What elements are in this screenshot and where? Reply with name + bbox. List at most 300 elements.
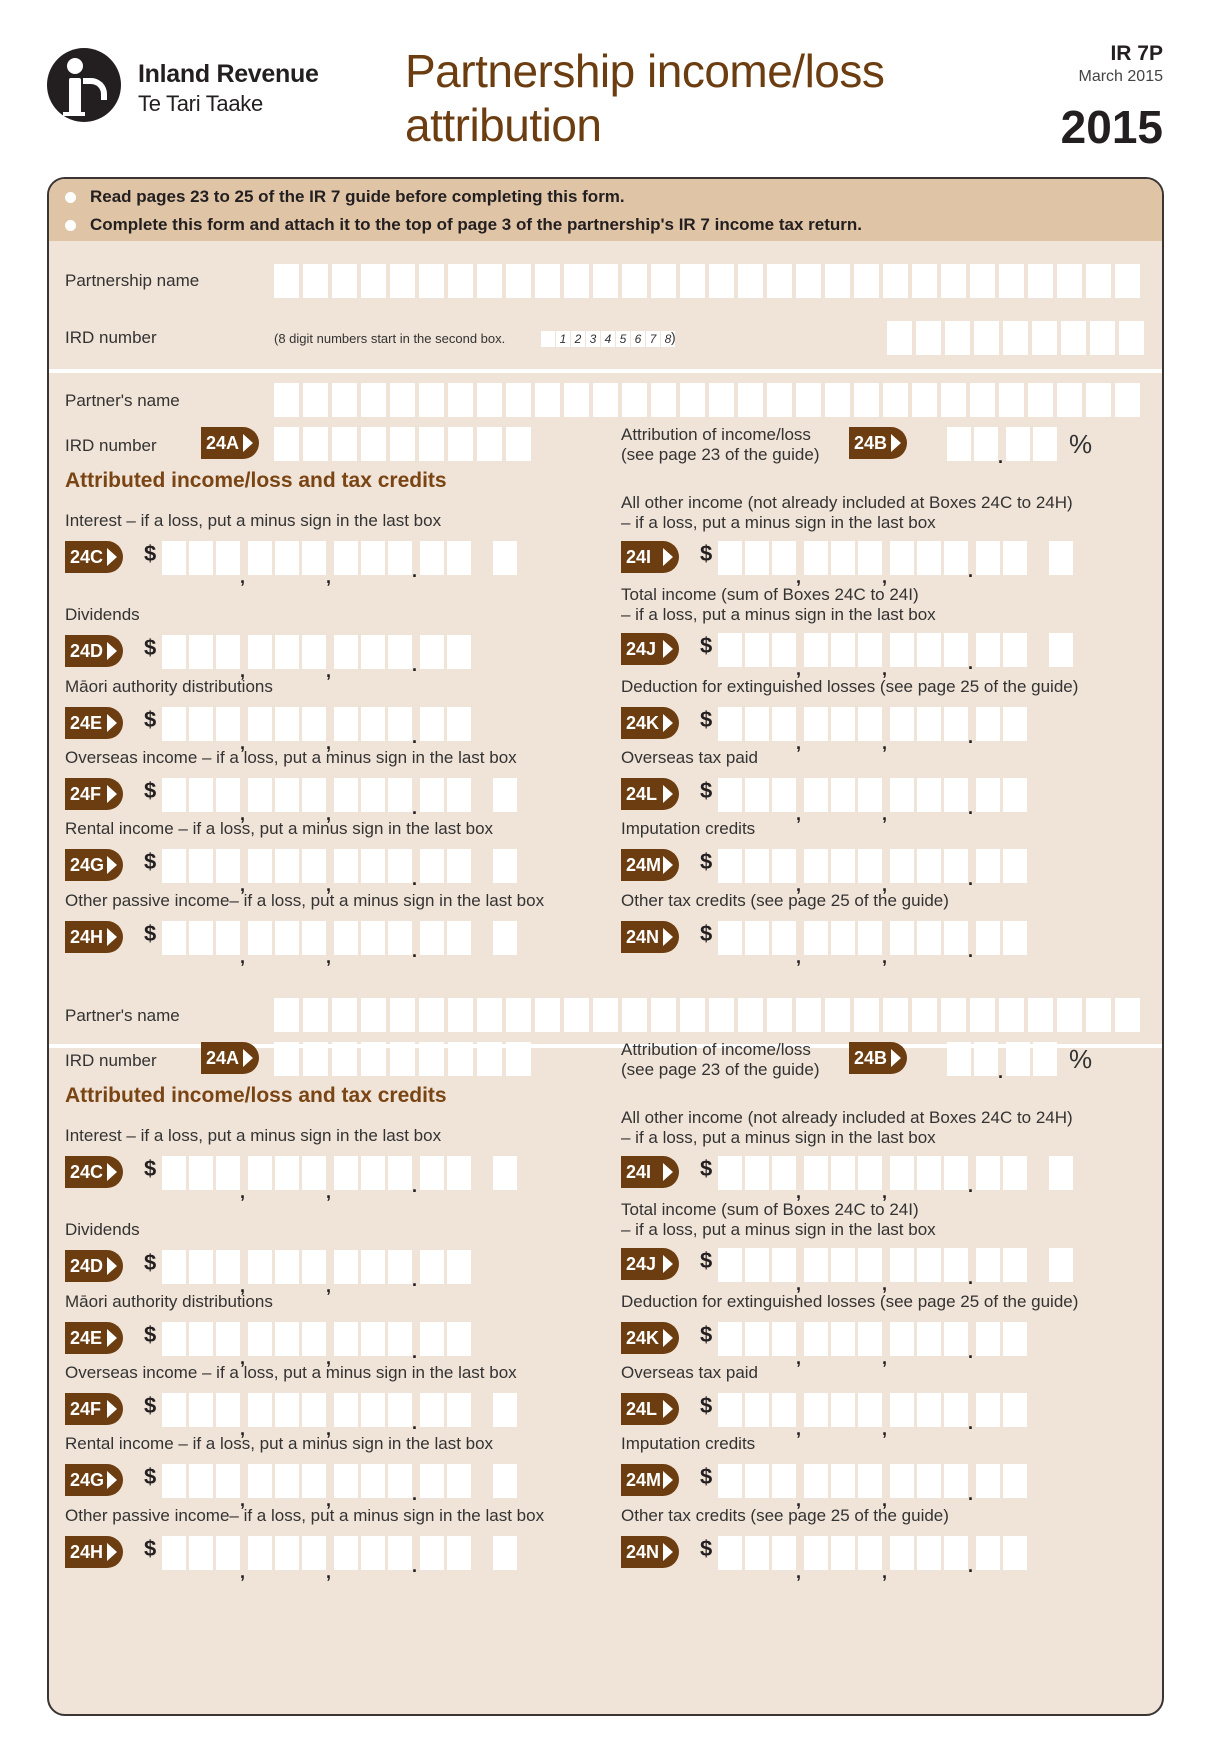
digit-box[interactable] bbox=[216, 1536, 240, 1570]
digit-box[interactable] bbox=[718, 707, 742, 741]
digit-box[interactable] bbox=[275, 635, 299, 669]
minus-sign-box[interactable] bbox=[493, 1464, 517, 1498]
digit-box[interactable] bbox=[745, 541, 769, 575]
char-box[interactable] bbox=[448, 1042, 473, 1076]
digit-box[interactable] bbox=[944, 707, 968, 741]
char-box[interactable] bbox=[274, 998, 299, 1032]
char-box[interactable] bbox=[332, 998, 357, 1032]
char-box[interactable] bbox=[506, 427, 531, 461]
digit-box[interactable] bbox=[189, 1393, 213, 1427]
char-box[interactable] bbox=[651, 383, 676, 417]
digit-box[interactable] bbox=[890, 1248, 914, 1282]
char-box[interactable] bbox=[303, 1042, 328, 1076]
digit-box[interactable] bbox=[718, 1322, 742, 1356]
digit-box[interactable] bbox=[216, 635, 240, 669]
char-box[interactable] bbox=[361, 427, 386, 461]
digit-box[interactable] bbox=[890, 633, 914, 667]
digit-box[interactable] bbox=[388, 1464, 412, 1498]
digit-box[interactable] bbox=[804, 849, 828, 883]
char-box[interactable] bbox=[738, 264, 763, 298]
char-box[interactable] bbox=[361, 383, 386, 417]
partnership-ird-input[interactable] bbox=[887, 321, 1144, 355]
digit-box[interactable] bbox=[1003, 1393, 1027, 1427]
char-box[interactable] bbox=[361, 998, 386, 1032]
digit-box[interactable] bbox=[302, 1464, 326, 1498]
digit-box[interactable] bbox=[248, 1393, 272, 1427]
digit-box[interactable] bbox=[890, 1536, 914, 1570]
digit-box[interactable] bbox=[216, 707, 240, 741]
char-box[interactable] bbox=[361, 264, 386, 298]
digit-box[interactable] bbox=[302, 849, 326, 883]
digit-box[interactable] bbox=[1003, 541, 1027, 575]
digit-box[interactable] bbox=[216, 849, 240, 883]
digit-box[interactable] bbox=[189, 1156, 213, 1190]
char-box[interactable] bbox=[274, 1042, 299, 1076]
digit-box[interactable] bbox=[947, 1042, 971, 1076]
digit-box[interactable] bbox=[858, 1156, 882, 1190]
digit-box[interactable] bbox=[976, 1464, 1000, 1498]
amount-input[interactable]: , , . bbox=[162, 1250, 471, 1284]
digit-box[interactable] bbox=[718, 778, 742, 812]
digit-box[interactable] bbox=[804, 1393, 828, 1427]
digit-box[interactable] bbox=[420, 1393, 444, 1427]
digit-box[interactable] bbox=[745, 1536, 769, 1570]
digit-box[interactable] bbox=[248, 778, 272, 812]
attribution-percent-input[interactable]: . bbox=[947, 1042, 1057, 1076]
char-box[interactable] bbox=[941, 998, 966, 1032]
char-box[interactable] bbox=[883, 264, 908, 298]
digit-box[interactable] bbox=[772, 1156, 796, 1190]
digit-box[interactable] bbox=[745, 1322, 769, 1356]
char-box[interactable] bbox=[1057, 264, 1082, 298]
digit-box[interactable] bbox=[334, 707, 358, 741]
char-box[interactable] bbox=[1115, 998, 1140, 1032]
char-box[interactable] bbox=[303, 383, 328, 417]
digit-box[interactable] bbox=[388, 1536, 412, 1570]
char-box[interactable] bbox=[448, 264, 473, 298]
digit-box[interactable] bbox=[302, 635, 326, 669]
char-box[interactable] bbox=[564, 383, 589, 417]
digit-box[interactable] bbox=[917, 541, 941, 575]
digit-box[interactable] bbox=[361, 778, 385, 812]
digit-box[interactable] bbox=[976, 849, 1000, 883]
digit-box[interactable] bbox=[447, 1250, 471, 1284]
digit-box[interactable] bbox=[447, 1464, 471, 1498]
char-box[interactable] bbox=[477, 998, 502, 1032]
digit-box[interactable] bbox=[745, 707, 769, 741]
char-box[interactable] bbox=[1057, 383, 1082, 417]
char-box[interactable] bbox=[974, 321, 999, 355]
digit-box[interactable] bbox=[804, 1322, 828, 1356]
minus-sign-box[interactable] bbox=[493, 1536, 517, 1570]
digit-box[interactable] bbox=[189, 849, 213, 883]
digit-box[interactable] bbox=[858, 1322, 882, 1356]
digit-box[interactable] bbox=[189, 707, 213, 741]
digit-box[interactable] bbox=[275, 1393, 299, 1427]
digit-box[interactable] bbox=[216, 1464, 240, 1498]
minus-sign-box[interactable] bbox=[493, 1393, 517, 1427]
attribution-percent-input[interactable]: . bbox=[947, 427, 1057, 461]
digit-box[interactable] bbox=[248, 1322, 272, 1356]
digit-box[interactable] bbox=[890, 1322, 914, 1356]
digit-box[interactable] bbox=[334, 1393, 358, 1427]
digit-box[interactable] bbox=[944, 633, 968, 667]
digit-box[interactable] bbox=[162, 635, 186, 669]
amount-input[interactable]: , , . bbox=[718, 1248, 1073, 1282]
char-box[interactable] bbox=[419, 427, 444, 461]
char-box[interactable] bbox=[274, 427, 299, 461]
char-box[interactable] bbox=[680, 998, 705, 1032]
digit-box[interactable] bbox=[189, 1322, 213, 1356]
digit-box[interactable] bbox=[1003, 1156, 1027, 1190]
digit-box[interactable] bbox=[976, 1248, 1000, 1282]
digit-box[interactable] bbox=[302, 1536, 326, 1570]
digit-box[interactable] bbox=[976, 921, 1000, 955]
digit-box[interactable] bbox=[162, 778, 186, 812]
digit-box[interactable] bbox=[804, 1248, 828, 1282]
char-box[interactable] bbox=[854, 383, 879, 417]
digit-box[interactable] bbox=[831, 707, 855, 741]
digit-box[interactable] bbox=[361, 1393, 385, 1427]
char-box[interactable] bbox=[390, 998, 415, 1032]
digit-box[interactable] bbox=[302, 778, 326, 812]
digit-box[interactable] bbox=[334, 1464, 358, 1498]
digit-box[interactable] bbox=[275, 1464, 299, 1498]
char-box[interactable] bbox=[1032, 321, 1057, 355]
char-box[interactable] bbox=[709, 998, 734, 1032]
digit-box[interactable] bbox=[447, 635, 471, 669]
digit-box[interactable] bbox=[804, 1464, 828, 1498]
digit-box[interactable] bbox=[858, 1536, 882, 1570]
char-box[interactable] bbox=[303, 998, 328, 1032]
digit-box[interactable] bbox=[361, 1536, 385, 1570]
digit-box[interactable] bbox=[275, 1322, 299, 1356]
digit-box[interactable] bbox=[831, 1248, 855, 1282]
char-box[interactable] bbox=[535, 998, 560, 1032]
minus-sign-box[interactable] bbox=[1049, 1156, 1073, 1190]
digit-box[interactable] bbox=[388, 1393, 412, 1427]
digit-box[interactable] bbox=[745, 921, 769, 955]
char-box[interactable] bbox=[1028, 264, 1053, 298]
digit-box[interactable] bbox=[388, 1250, 412, 1284]
digit-box[interactable] bbox=[917, 778, 941, 812]
digit-box[interactable] bbox=[831, 921, 855, 955]
digit-box[interactable] bbox=[275, 849, 299, 883]
amount-input[interactable]: , , . bbox=[162, 1156, 517, 1190]
digit-box[interactable] bbox=[718, 1464, 742, 1498]
digit-box[interactable] bbox=[772, 1536, 796, 1570]
digit-box[interactable] bbox=[248, 1156, 272, 1190]
digit-box[interactable] bbox=[216, 1393, 240, 1427]
digit-box[interactable] bbox=[831, 1393, 855, 1427]
digit-box[interactable] bbox=[388, 541, 412, 575]
digit-box[interactable] bbox=[361, 541, 385, 575]
digit-box[interactable] bbox=[361, 1156, 385, 1190]
amount-input[interactable]: , , . bbox=[718, 1322, 1027, 1356]
digit-box[interactable] bbox=[162, 1536, 186, 1570]
digit-box[interactable] bbox=[718, 921, 742, 955]
digit-box[interactable] bbox=[944, 1536, 968, 1570]
char-box[interactable] bbox=[738, 383, 763, 417]
digit-box[interactable] bbox=[772, 707, 796, 741]
digit-box[interactable] bbox=[917, 921, 941, 955]
digit-box[interactable] bbox=[162, 541, 186, 575]
digit-box[interactable] bbox=[858, 849, 882, 883]
digit-box[interactable] bbox=[772, 633, 796, 667]
digit-box[interactable] bbox=[248, 635, 272, 669]
char-box[interactable] bbox=[796, 998, 821, 1032]
digit-box[interactable] bbox=[275, 1536, 299, 1570]
digit-box[interactable] bbox=[890, 541, 914, 575]
char-box[interactable] bbox=[419, 1042, 444, 1076]
char-box[interactable] bbox=[274, 383, 299, 417]
minus-sign-box[interactable] bbox=[1049, 541, 1073, 575]
digit-box[interactable] bbox=[890, 707, 914, 741]
digit-box[interactable] bbox=[302, 1393, 326, 1427]
digit-box[interactable] bbox=[447, 707, 471, 741]
minus-sign-box[interactable] bbox=[1049, 1248, 1073, 1282]
digit-box[interactable] bbox=[917, 1464, 941, 1498]
digit-box[interactable] bbox=[275, 921, 299, 955]
char-box[interactable] bbox=[651, 264, 676, 298]
char-box[interactable] bbox=[477, 427, 502, 461]
char-box[interactable] bbox=[680, 383, 705, 417]
digit-box[interactable] bbox=[858, 778, 882, 812]
amount-input[interactable]: , , . bbox=[718, 1536, 1027, 1570]
digit-box[interactable] bbox=[718, 849, 742, 883]
digit-box[interactable] bbox=[248, 541, 272, 575]
amount-input[interactable]: , , . bbox=[162, 921, 517, 955]
digit-box[interactable] bbox=[1003, 633, 1027, 667]
amount-input[interactable]: , , . bbox=[162, 635, 471, 669]
digit-box[interactable] bbox=[890, 1393, 914, 1427]
digit-box[interactable] bbox=[858, 541, 882, 575]
digit-box[interactable] bbox=[248, 1250, 272, 1284]
digit-box[interactable] bbox=[831, 778, 855, 812]
digit-box[interactable] bbox=[772, 1322, 796, 1356]
amount-input[interactable]: , , . bbox=[718, 633, 1073, 667]
char-box[interactable] bbox=[796, 264, 821, 298]
amount-input[interactable]: , , . bbox=[162, 849, 517, 883]
digit-box[interactable] bbox=[447, 1322, 471, 1356]
partner-ird-input[interactable] bbox=[274, 427, 531, 461]
char-box[interactable] bbox=[419, 383, 444, 417]
digit-box[interactable] bbox=[772, 849, 796, 883]
digit-box[interactable] bbox=[947, 427, 971, 461]
digit-box[interactable] bbox=[890, 1156, 914, 1190]
amount-input[interactable]: , , . bbox=[718, 1156, 1073, 1190]
digit-box[interactable] bbox=[745, 778, 769, 812]
digit-box[interactable] bbox=[976, 1156, 1000, 1190]
char-box[interactable] bbox=[887, 321, 912, 355]
digit-box[interactable] bbox=[772, 1464, 796, 1498]
char-box[interactable] bbox=[883, 383, 908, 417]
digit-box[interactable] bbox=[248, 707, 272, 741]
digit-box[interactable] bbox=[447, 1156, 471, 1190]
digit-box[interactable] bbox=[858, 1393, 882, 1427]
digit-box[interactable] bbox=[420, 635, 444, 669]
digit-box[interactable] bbox=[890, 1464, 914, 1498]
digit-box[interactable] bbox=[772, 1248, 796, 1282]
digit-box[interactable] bbox=[388, 707, 412, 741]
char-box[interactable] bbox=[593, 383, 618, 417]
digit-box[interactable] bbox=[447, 541, 471, 575]
digit-box[interactable] bbox=[944, 1322, 968, 1356]
digit-box[interactable] bbox=[361, 1322, 385, 1356]
char-box[interactable] bbox=[390, 1042, 415, 1076]
char-box[interactable] bbox=[448, 998, 473, 1032]
amount-input[interactable]: , , . bbox=[718, 921, 1027, 955]
digit-box[interactable] bbox=[420, 707, 444, 741]
char-box[interactable] bbox=[332, 1042, 357, 1076]
char-box[interactable] bbox=[680, 264, 705, 298]
char-box[interactable] bbox=[303, 264, 328, 298]
char-box[interactable] bbox=[390, 264, 415, 298]
char-box[interactable] bbox=[303, 427, 328, 461]
digit-box[interactable] bbox=[917, 633, 941, 667]
char-box[interactable] bbox=[1115, 383, 1140, 417]
char-box[interactable] bbox=[651, 998, 676, 1032]
digit-box[interactable] bbox=[917, 1393, 941, 1427]
partner-name-input[interactable] bbox=[274, 383, 1140, 417]
char-box[interactable] bbox=[593, 998, 618, 1032]
digit-box[interactable] bbox=[718, 1156, 742, 1190]
digit-box[interactable] bbox=[944, 849, 968, 883]
digit-box[interactable] bbox=[1003, 778, 1027, 812]
digit-box[interactable] bbox=[745, 849, 769, 883]
char-box[interactable] bbox=[912, 264, 937, 298]
char-box[interactable] bbox=[390, 427, 415, 461]
minus-sign-box[interactable] bbox=[493, 778, 517, 812]
digit-box[interactable] bbox=[1003, 1248, 1027, 1282]
char-box[interactable] bbox=[1028, 998, 1053, 1032]
amount-input[interactable]: , , . bbox=[162, 1536, 517, 1570]
partner-ird-input[interactable] bbox=[274, 1042, 531, 1076]
digit-box[interactable] bbox=[361, 849, 385, 883]
digit-box[interactable] bbox=[162, 1322, 186, 1356]
minus-sign-box[interactable] bbox=[1049, 633, 1073, 667]
digit-box[interactable] bbox=[420, 1322, 444, 1356]
digit-box[interactable] bbox=[189, 778, 213, 812]
digit-box[interactable] bbox=[162, 707, 186, 741]
digit-box[interactable] bbox=[917, 849, 941, 883]
char-box[interactable] bbox=[1086, 383, 1111, 417]
digit-box[interactable] bbox=[831, 633, 855, 667]
digit-box[interactable] bbox=[1006, 427, 1030, 461]
char-box[interactable] bbox=[999, 998, 1024, 1032]
digit-box[interactable] bbox=[772, 778, 796, 812]
digit-box[interactable] bbox=[831, 1322, 855, 1356]
char-box[interactable] bbox=[912, 383, 937, 417]
digit-box[interactable] bbox=[745, 1156, 769, 1190]
char-box[interactable] bbox=[593, 264, 618, 298]
digit-box[interactable] bbox=[831, 1536, 855, 1570]
char-box[interactable] bbox=[1003, 321, 1028, 355]
digit-box[interactable] bbox=[162, 1464, 186, 1498]
digit-box[interactable] bbox=[976, 1536, 1000, 1570]
digit-box[interactable] bbox=[420, 1156, 444, 1190]
partnership-name-input[interactable] bbox=[274, 264, 1140, 298]
digit-box[interactable] bbox=[388, 921, 412, 955]
digit-box[interactable] bbox=[858, 1248, 882, 1282]
char-box[interactable] bbox=[361, 1042, 386, 1076]
char-box[interactable] bbox=[767, 383, 792, 417]
digit-box[interactable] bbox=[944, 1393, 968, 1427]
char-box[interactable] bbox=[1090, 321, 1115, 355]
digit-box[interactable] bbox=[944, 1248, 968, 1282]
digit-box[interactable] bbox=[189, 1250, 213, 1284]
char-box[interactable] bbox=[419, 264, 444, 298]
digit-box[interactable] bbox=[917, 1156, 941, 1190]
digit-box[interactable] bbox=[831, 1156, 855, 1190]
digit-box[interactable] bbox=[1003, 849, 1027, 883]
digit-box[interactable] bbox=[944, 1464, 968, 1498]
digit-box[interactable] bbox=[275, 1250, 299, 1284]
digit-box[interactable] bbox=[302, 707, 326, 741]
digit-box[interactable] bbox=[420, 849, 444, 883]
digit-box[interactable] bbox=[162, 1393, 186, 1427]
char-box[interactable] bbox=[564, 998, 589, 1032]
char-box[interactable] bbox=[506, 264, 531, 298]
digit-box[interactable] bbox=[447, 778, 471, 812]
digit-box[interactable] bbox=[1003, 921, 1027, 955]
digit-box[interactable] bbox=[917, 1248, 941, 1282]
digit-box[interactable] bbox=[1006, 1042, 1030, 1076]
digit-box[interactable] bbox=[745, 1393, 769, 1427]
minus-sign-box[interactable] bbox=[493, 541, 517, 575]
digit-box[interactable] bbox=[334, 921, 358, 955]
digit-box[interactable] bbox=[302, 921, 326, 955]
digit-box[interactable] bbox=[772, 541, 796, 575]
char-box[interactable] bbox=[999, 264, 1024, 298]
digit-box[interactable] bbox=[275, 541, 299, 575]
amount-input[interactable]: , , . bbox=[162, 707, 471, 741]
char-box[interactable] bbox=[767, 264, 792, 298]
digit-box[interactable] bbox=[804, 1536, 828, 1570]
char-box[interactable] bbox=[274, 264, 299, 298]
char-box[interactable] bbox=[506, 998, 531, 1032]
char-box[interactable] bbox=[535, 383, 560, 417]
digit-box[interactable] bbox=[974, 427, 998, 461]
char-box[interactable] bbox=[854, 264, 879, 298]
digit-box[interactable] bbox=[804, 541, 828, 575]
char-box[interactable] bbox=[1119, 321, 1144, 355]
amount-input[interactable]: , , . bbox=[162, 541, 517, 575]
digit-box[interactable] bbox=[334, 635, 358, 669]
digit-box[interactable] bbox=[388, 635, 412, 669]
digit-box[interactable] bbox=[718, 1248, 742, 1282]
digit-box[interactable] bbox=[831, 1464, 855, 1498]
char-box[interactable] bbox=[970, 998, 995, 1032]
digit-box[interactable] bbox=[745, 1464, 769, 1498]
digit-box[interactable] bbox=[1003, 1464, 1027, 1498]
digit-box[interactable] bbox=[162, 921, 186, 955]
amount-input[interactable]: , , . bbox=[162, 778, 517, 812]
digit-box[interactable] bbox=[162, 1156, 186, 1190]
digit-box[interactable] bbox=[917, 707, 941, 741]
char-box[interactable] bbox=[738, 998, 763, 1032]
char-box[interactable] bbox=[999, 383, 1024, 417]
digit-box[interactable] bbox=[420, 1250, 444, 1284]
char-box[interactable] bbox=[709, 264, 734, 298]
digit-box[interactable] bbox=[944, 1156, 968, 1190]
digit-box[interactable] bbox=[804, 707, 828, 741]
digit-box[interactable] bbox=[718, 1393, 742, 1427]
digit-box[interactable] bbox=[944, 541, 968, 575]
digit-box[interactable] bbox=[976, 633, 1000, 667]
char-box[interactable] bbox=[448, 383, 473, 417]
digit-box[interactable] bbox=[831, 541, 855, 575]
